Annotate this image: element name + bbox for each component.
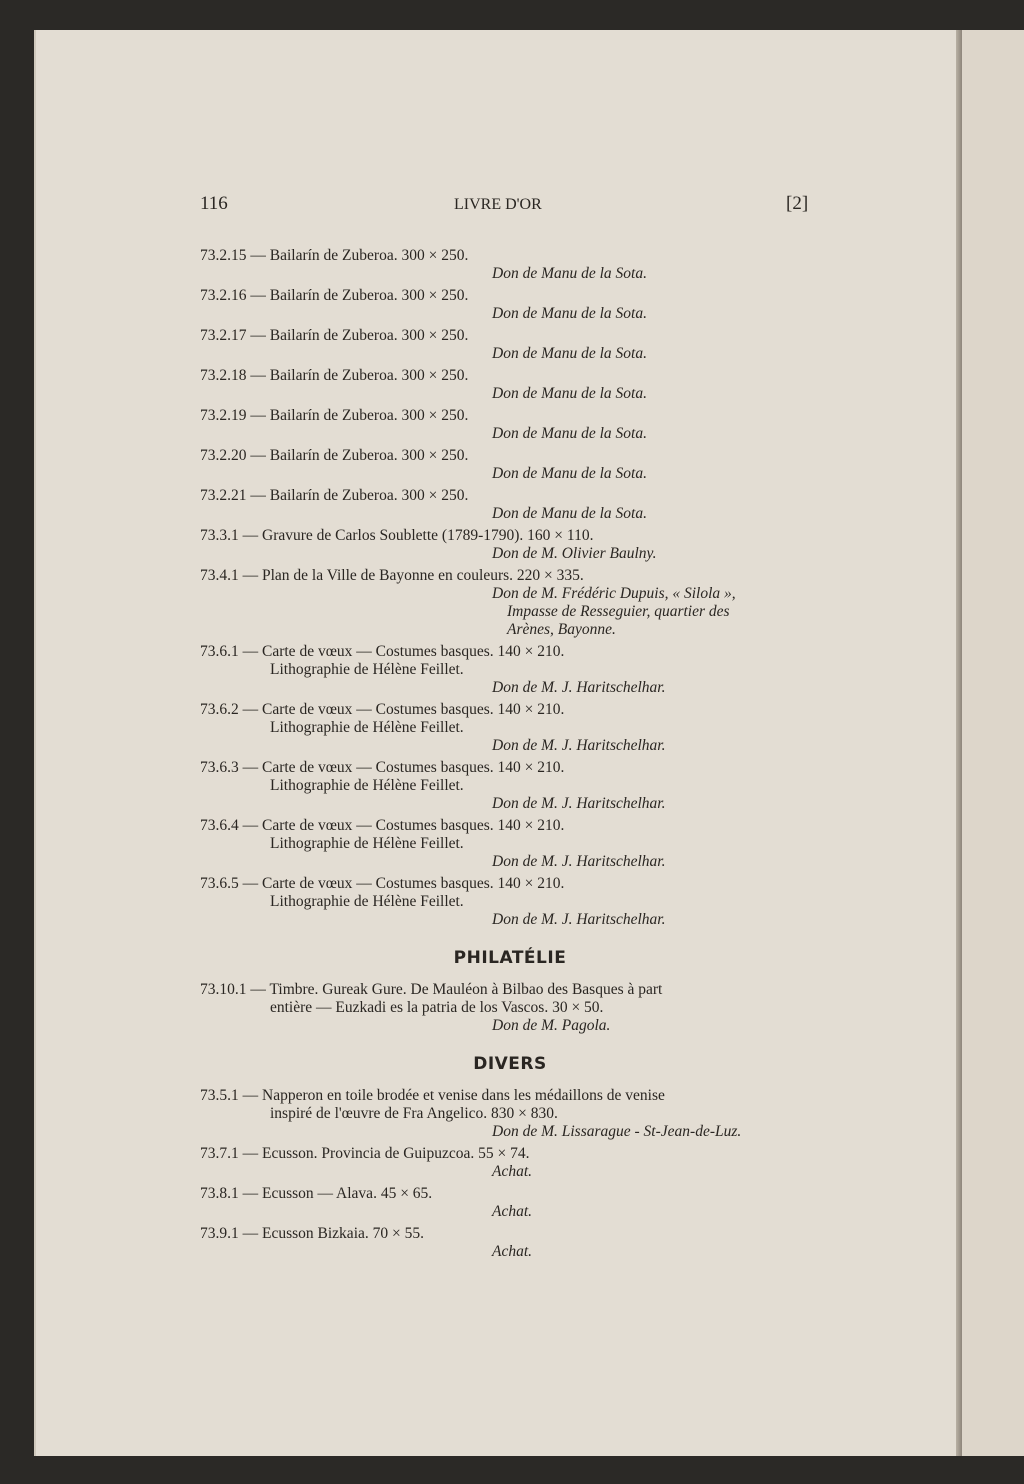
section-number: [2] bbox=[786, 193, 809, 214]
entry-provenance: Don de Manu de la Sota. bbox=[492, 265, 647, 282]
entry-provenance: Don de Manu de la Sota. bbox=[492, 505, 647, 522]
entry-provenance: Don de M. J. Haritschelhar. bbox=[492, 853, 666, 870]
entry-provenance: Don de Manu de la Sota. bbox=[492, 305, 647, 322]
section-heading: PHILATÉLIE bbox=[453, 948, 567, 968]
entry-description-continued bbox=[200, 777, 820, 795]
entry-description-continued bbox=[200, 719, 820, 737]
entry-description: Bailarín de Zuberoa. 300 × 250. bbox=[269, 407, 469, 424]
catalogue-entry bbox=[200, 643, 820, 697]
catalogue-entry bbox=[200, 1185, 820, 1221]
entry-number: 73.8.1 bbox=[200, 1185, 239, 1202]
entry-description: Lithographie de Hélène Feillet. bbox=[270, 893, 464, 910]
entry-provenance: Don de M. J. Haritschelhar. bbox=[492, 679, 666, 696]
section-heading: DIVERS bbox=[473, 1054, 547, 1074]
entry-number: 73.2.20 bbox=[200, 447, 247, 464]
entry-provenance: Achat. bbox=[492, 1163, 533, 1180]
entry-line: 73.2.15 — Bailarín de Zuberoa. 300 × 250. bbox=[200, 247, 469, 264]
catalogue-entry bbox=[200, 247, 820, 283]
catalogue-entry bbox=[200, 1145, 820, 1181]
entry-description: Carte de vœux — Costumes basques. 140 × 210. bbox=[262, 759, 565, 776]
facing-page-edge bbox=[962, 30, 1024, 1456]
entry-line: 73.5.1 — Napperon en toile brodée et venise dans les médaillons de venise bbox=[200, 1087, 665, 1104]
entry-description-continued bbox=[200, 1105, 820, 1123]
entry-number: 73.10.1 bbox=[200, 981, 247, 998]
entry-description: Plan de la Ville de Bayonne en couleurs. 220 × 335. bbox=[262, 567, 584, 584]
entry-number: 73.9.1 bbox=[200, 1225, 239, 1242]
entry-line: 73.6.4 — Carte de vœux — Costumes basques. 140 × 210. bbox=[200, 817, 565, 834]
entry-line: 73.2.21 — Bailarín de Zuberoa. 300 × 250. bbox=[200, 487, 469, 504]
entry-line: 73.2.16 — Bailarín de Zuberoa. 300 × 250. bbox=[200, 287, 469, 304]
entry-description: Bailarín de Zuberoa. 300 × 250. bbox=[269, 487, 469, 504]
entry-line: 73.6.3 — Carte de vœux — Costumes basques. 140 × 210. bbox=[200, 759, 565, 776]
catalogue-entry bbox=[200, 981, 820, 1035]
entry-number: 73.2.19 bbox=[200, 407, 247, 424]
entry-description: Ecusson — Alava. 45 × 65. bbox=[262, 1185, 433, 1202]
entry-line: 73.8.1 — Ecusson — Alava. 45 × 65. bbox=[200, 1185, 433, 1202]
entry-line: 73.2.18 — Bailarín de Zuberoa. 300 × 250. bbox=[200, 367, 469, 384]
entry-description: Timbre. Gureak Gure. De Mauléon à Bilbao des Basques à part bbox=[269, 981, 663, 998]
entry-number: 73.6.2 bbox=[200, 701, 239, 718]
catalogue-entry bbox=[200, 759, 820, 813]
entry-provenance: Don de M. J. Haritschelhar. bbox=[492, 795, 666, 812]
entry-description: Ecusson. Provincia de Guipuzcoa. 55 × 74. bbox=[262, 1145, 530, 1162]
entry-provenance: Achat. bbox=[492, 1243, 533, 1260]
entry-description: Carte de vœux — Costumes basques. 140 × 210. bbox=[262, 643, 565, 660]
catalogue-entry bbox=[200, 1225, 820, 1261]
entry-description: Lithographie de Hélène Feillet. bbox=[270, 661, 464, 678]
entry-description-continued bbox=[200, 893, 820, 911]
entry-provenance: Don de M. J. Haritschelhar. bbox=[492, 737, 666, 754]
catalogue-entry bbox=[200, 527, 820, 563]
catalogue-entry bbox=[200, 367, 820, 403]
catalogue-entry bbox=[200, 447, 820, 483]
entry-line: 73.6.1 — Carte de vœux — Costumes basques. 140 × 210. bbox=[200, 643, 565, 660]
running-title: LIVRE D'OR bbox=[454, 196, 542, 213]
entry-line: 73.2.17 — Bailarín de Zuberoa. 300 × 250. bbox=[200, 327, 469, 344]
entry-description: Lithographie de Hélène Feillet. bbox=[270, 777, 464, 794]
entry-description: Lithographie de Hélène Feillet. bbox=[270, 835, 464, 852]
entry-provenance: Don de M. Pagola. bbox=[492, 1017, 611, 1034]
entry-description-continued bbox=[200, 661, 820, 679]
entry-number: 73.6.4 bbox=[200, 817, 239, 834]
entry-provenance: Don de Manu de la Sota. bbox=[492, 385, 647, 402]
entry-provenance: Don de M. Lissarague - St-Jean-de-Luz. bbox=[492, 1123, 742, 1140]
entry-description: Bailarín de Zuberoa. 300 × 250. bbox=[269, 447, 469, 464]
entry-line: 73.7.1 — Ecusson. Provincia de Guipuzcoa. 55 × 74. bbox=[200, 1145, 530, 1162]
entry-provenance: Achat. bbox=[492, 1203, 533, 1220]
entry-number: 73.6.3 bbox=[200, 759, 239, 776]
catalogue-entry bbox=[200, 287, 820, 323]
entry-provenance: Don de M. Olivier Baulny. bbox=[492, 545, 657, 562]
entry-number: 73.4.1 bbox=[200, 567, 239, 584]
entry-line: 73.6.2 — Carte de vœux — Costumes basques. 140 × 210. bbox=[200, 701, 565, 718]
entry-provenance: Don de M. Frédéric Dupuis, « Silola », bbox=[492, 585, 736, 602]
entry-description: Bailarín de Zuberoa. 300 × 250. bbox=[269, 327, 469, 344]
entry-line: 73.4.1 — Plan de la Ville de Bayonne en couleurs. 220 × 335. bbox=[200, 567, 584, 584]
catalogue-entry bbox=[200, 327, 820, 363]
entry-number: 73.2.16 bbox=[200, 287, 247, 304]
entry-description: Carte de vœux — Costumes basques. 140 × 210. bbox=[262, 701, 565, 718]
entry-description: entière — Euzkadi es la patria de los Vascos. 30 × 50. bbox=[270, 999, 604, 1016]
entry-provenance: Don de M. J. Haritschelhar. bbox=[492, 911, 666, 928]
entry-description-continued bbox=[200, 835, 820, 853]
entry-description: Carte de vœux — Costumes basques. 140 × 210. bbox=[262, 817, 565, 834]
entry-line: 73.10.1 — Timbre. Gureak Gure. De Mauléon à Bilbao des Basques à part bbox=[200, 981, 663, 998]
entry-line: 73.6.5 — Carte de vœux — Costumes basques. 140 × 210. bbox=[200, 875, 565, 892]
entry-provenance: Don de Manu de la Sota. bbox=[492, 465, 647, 482]
catalogue-entry bbox=[200, 567, 820, 639]
entry-number: 73.2.15 bbox=[200, 247, 247, 264]
entry-description: inspiré de l'œuvre de Fra Angelico. 830 × 830. bbox=[270, 1105, 558, 1122]
entry-description: Gravure de Carlos Soublette (1789-1790). 160 × 110. bbox=[262, 527, 594, 544]
catalogue-entry bbox=[200, 1087, 820, 1141]
entry-number: 73.5.1 bbox=[200, 1087, 239, 1104]
entry-number: 73.2.21 bbox=[200, 487, 247, 504]
catalogue-list bbox=[200, 247, 820, 1265]
catalogue-entry bbox=[200, 701, 820, 755]
entry-number: 73.2.18 bbox=[200, 367, 247, 384]
entry-line: 73.2.19 — Bailarín de Zuberoa. 300 × 250. bbox=[200, 407, 469, 424]
entry-description-continued bbox=[200, 999, 820, 1017]
entry-description: Napperon en toile brodée et venise dans les médaillons de venise bbox=[262, 1087, 665, 1104]
entry-description: Bailarín de Zuberoa. 300 × 250. bbox=[269, 367, 469, 384]
catalogue-entry bbox=[200, 817, 820, 871]
entry-number: 73.2.17 bbox=[200, 327, 247, 344]
page-number: 116 bbox=[200, 193, 228, 214]
entry-number: 73.6.5 bbox=[200, 875, 239, 892]
entry-number: 73.6.1 bbox=[200, 643, 239, 660]
entry-provenance: Don de Manu de la Sota. bbox=[492, 345, 647, 362]
entry-provenance: Impasse de Resseguier, quartier des bbox=[507, 603, 730, 620]
entry-line: 73.9.1 — Ecusson Bizkaia. 70 × 55. bbox=[200, 1225, 424, 1242]
entry-number: 73.7.1 bbox=[200, 1145, 239, 1162]
catalogue-entry bbox=[200, 487, 820, 523]
catalogue-entry bbox=[200, 875, 820, 929]
entry-description: Bailarín de Zuberoa. 300 × 250. bbox=[269, 287, 469, 304]
entry-description: Ecusson Bizkaia. 70 × 55. bbox=[262, 1225, 424, 1242]
entry-number: 73.3.1 bbox=[200, 527, 239, 544]
catalogue-entry bbox=[200, 407, 820, 443]
entry-line: 73.3.1 — Gravure de Carlos Soublette (1789-1790). 160 × 110. bbox=[200, 527, 594, 544]
entry-provenance: Don de Manu de la Sota. bbox=[492, 425, 647, 442]
entry-provenance: Arènes, Bayonne. bbox=[507, 621, 616, 638]
entry-description: Bailarín de Zuberoa. 300 × 250. bbox=[269, 247, 469, 264]
entry-description: Carte de vœux — Costumes basques. 140 × 210. bbox=[262, 875, 565, 892]
entry-line: 73.2.20 — Bailarín de Zuberoa. 300 × 250. bbox=[200, 447, 469, 464]
entry-description: Lithographie de Hélène Feillet. bbox=[270, 719, 464, 736]
